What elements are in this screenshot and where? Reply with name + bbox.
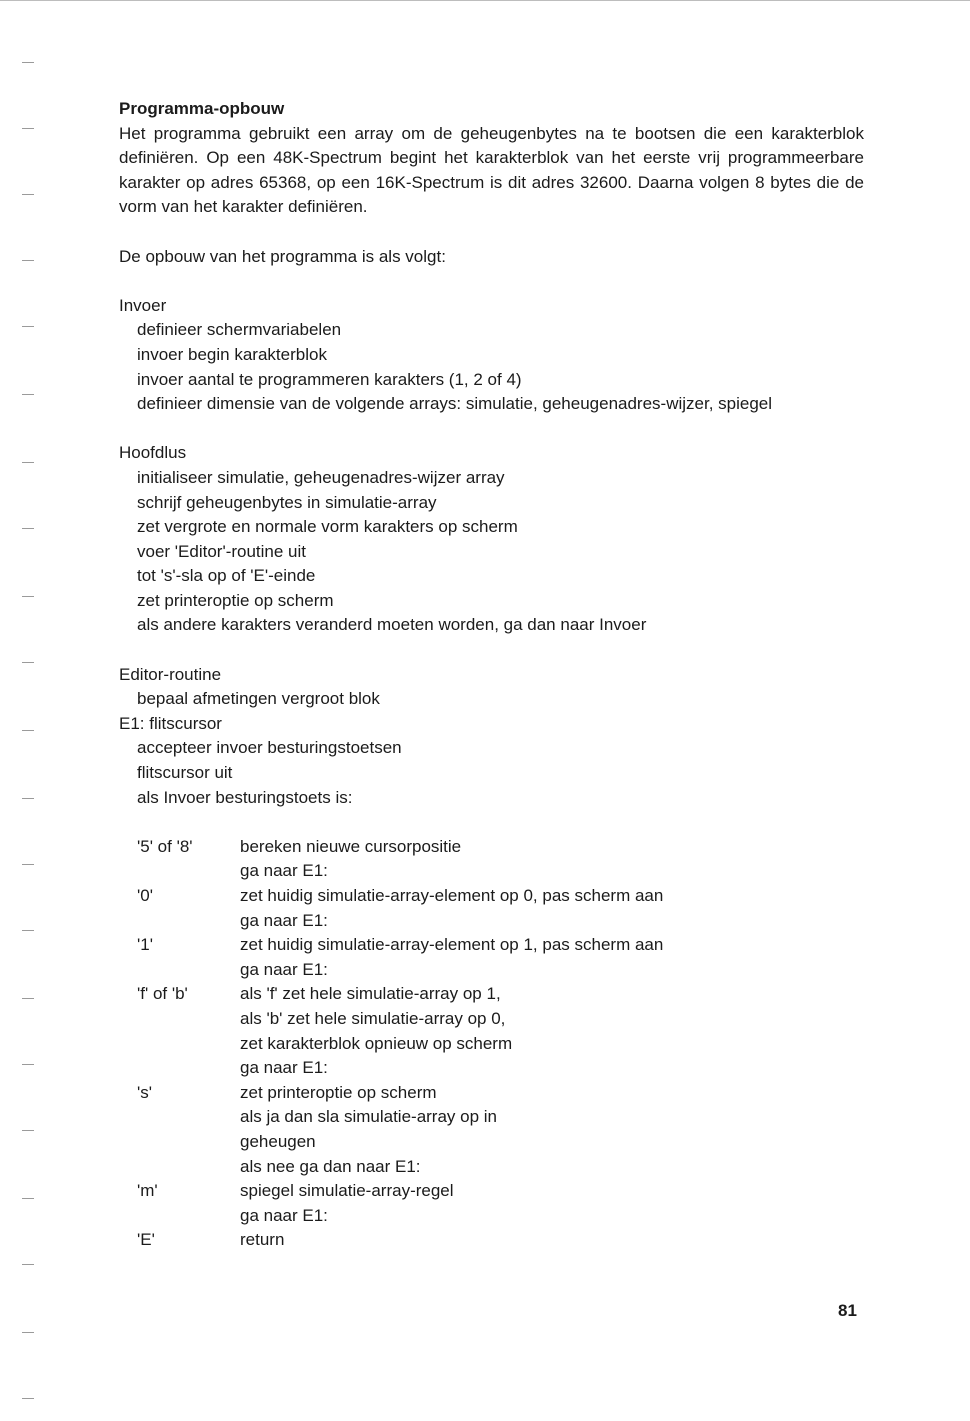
intro-paragraph: Het programma gebruikt een array om de geheugenbytes na te bootsen die een karakterblok definiëren. Op een 48K-Spectrum begint het karakterblok van het eerste vrij programmeerbare karakter op adres 65368, op een 16K-Spectrum is dit adres 32600. Daarna volgen 8 bytes die de vorm van het karakter definiëren.: [119, 123, 864, 217]
list-item: initialiseer simulatie, geheugenadres-wijzer array: [137, 467, 505, 487]
command-line: ga naar E1:: [240, 861, 328, 881]
command-table: [137, 835, 864, 1253]
command-key: 'f' of 'b': [137, 984, 188, 1004]
command-line: als nee ga dan naar E1:: [240, 1156, 421, 1176]
list-item: zet printeroptie op scherm: [137, 590, 334, 610]
command-line: als 'f' zet hele simulatie-array op 1,: [240, 984, 501, 1004]
list-item: bepaal afmetingen vergroot blok: [137, 689, 380, 709]
margin-mark: [22, 730, 34, 731]
command-description: [240, 835, 864, 884]
margin-mark: [22, 528, 34, 529]
list-item: voer 'Editor'-routine uit: [137, 541, 307, 561]
command-line: als 'b' zet hele simulatie-array op 0,: [240, 1008, 506, 1028]
command-key: '1': [137, 935, 153, 955]
page-content: [119, 97, 864, 1253]
command-key: '5' of '8': [137, 836, 193, 856]
list-item: tot 's'-sla op of 'E'-einde: [137, 566, 316, 586]
margin-mark: [22, 462, 34, 463]
command-line: zet karakterblok opnieuw op scherm: [240, 1033, 513, 1053]
command-line: spiegel simulatie-array-regel: [240, 1181, 454, 1201]
command-line: ga naar E1:: [240, 910, 328, 930]
margin-mark: [22, 194, 34, 195]
structure-lead-sentence: De opbouw van het programma is als volgt:: [119, 246, 446, 266]
list-item: flitscursor uit: [137, 763, 233, 783]
list-item: als Invoer besturingstoets is:: [137, 787, 353, 807]
command-line: zet huidig simulatie-array-element op 1, pas scherm aan: [240, 935, 664, 955]
margin-mark: [22, 1332, 34, 1333]
margin-mark: [22, 1398, 34, 1399]
margin-mark: [22, 394, 34, 395]
command-line: zet huidig simulatie-array-element op 0, pas scherm aan: [240, 886, 664, 905]
section-hoofdlus: [119, 441, 864, 638]
margin-mark: [22, 798, 34, 799]
margin-mark: [22, 1130, 34, 1131]
margin-mark: [22, 930, 34, 931]
command-line: ga naar E1:: [240, 959, 328, 979]
command-line: als ja dan sla simulatie-array op in: [240, 1107, 498, 1127]
list-item: definieer dimensie van de volgende arrays: simulatie, geheugenadres-wijzer, spiegel: [137, 394, 773, 414]
margin-mark: [22, 596, 34, 597]
margin-mark: [22, 326, 34, 327]
command-description: [240, 1081, 864, 1179]
command-line: return: [240, 1230, 285, 1250]
command-line: ga naar E1:: [240, 1205, 328, 1225]
section-title: Invoer: [119, 295, 167, 315]
command-line: zet printeroptie op scherm: [240, 1082, 437, 1102]
margin-mark: [22, 1198, 34, 1199]
list-item: accepteer invoer besturingstoetsen: [137, 738, 402, 758]
page-number: 81: [838, 1301, 857, 1320]
margin-mark: [22, 62, 34, 63]
command-key: 's': [137, 1082, 152, 1102]
section-title: Editor-routine: [119, 664, 222, 684]
command-row: [137, 982, 864, 1080]
command-description: [240, 1179, 864, 1228]
list-item: invoer begin karakterblok: [137, 344, 327, 364]
list-item: zet vergrote en normale vorm karakters op scherm: [137, 517, 518, 537]
binding-margin-marks: [0, 0, 40, 1421]
command-key: 'E': [137, 1230, 155, 1250]
command-row: [137, 884, 864, 933]
list-item: schrijf geheugenbytes in simulatie-array: [137, 492, 437, 512]
command-description: [240, 933, 864, 982]
margin-mark: [22, 1264, 34, 1265]
margin-mark: [22, 662, 34, 663]
command-key: '0': [137, 886, 153, 905]
top-edge-rule: [0, 0, 970, 1]
command-description: [240, 1228, 864, 1253]
command-description: [240, 982, 864, 1080]
command-row: [137, 1179, 864, 1228]
command-description: [240, 884, 864, 933]
margin-mark: [22, 260, 34, 261]
section-invoer: [119, 294, 864, 417]
command-line: ga naar E1:: [240, 1058, 328, 1078]
command-row: [137, 835, 864, 884]
label-e1-line: E1: flitscursor: [119, 713, 222, 733]
command-row: [137, 933, 864, 982]
list-item: invoer aantal te programmeren karakters (1, 2 of 4): [137, 369, 522, 389]
section-title: Hoofdlus: [119, 443, 187, 463]
command-line: bereken nieuwe cursorpositie: [240, 836, 462, 856]
margin-mark: [22, 864, 34, 865]
margin-mark: [22, 128, 34, 129]
command-line: geheugen: [240, 1131, 316, 1151]
margin-mark: [22, 1064, 34, 1065]
command-row: [137, 1228, 864, 1253]
command-key: 'm': [137, 1181, 158, 1201]
margin-mark: [22, 998, 34, 999]
section-editor-routine: [119, 663, 864, 1253]
command-row: [137, 1081, 864, 1179]
section-heading: Programma-opbouw: [119, 99, 285, 118]
list-item: als andere karakters veranderd moeten worden, ga dan naar Invoer: [137, 615, 647, 635]
list-item: definieer schermvariabelen: [137, 320, 342, 340]
